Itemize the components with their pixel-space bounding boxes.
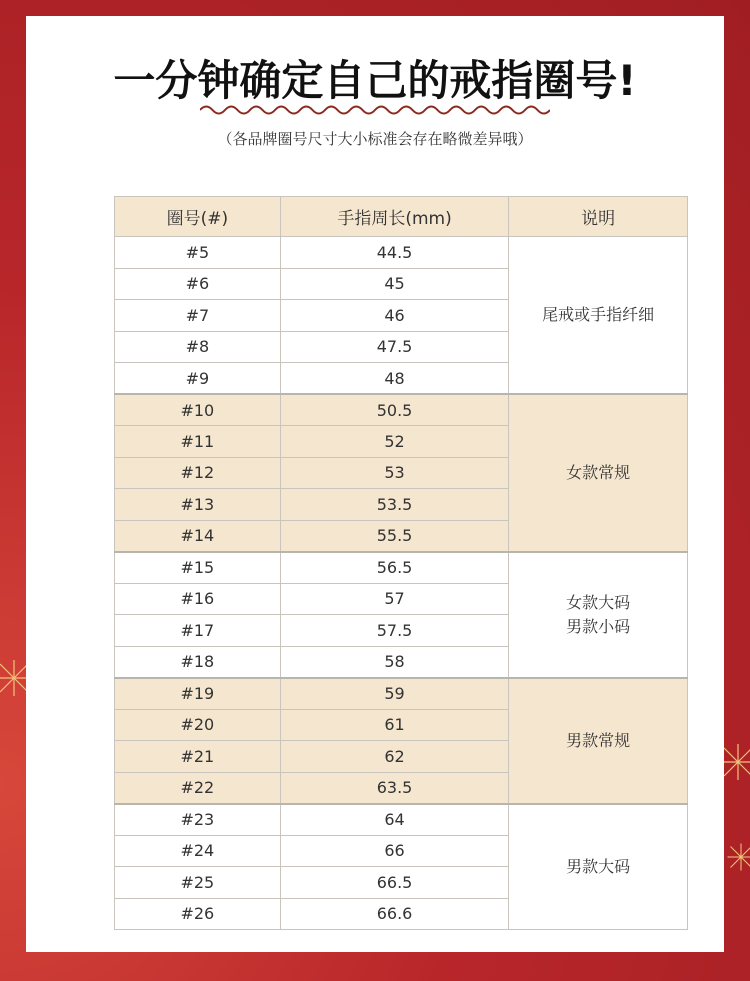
page-title: 一分钟确定自己的戒指圈号! bbox=[113, 56, 637, 105]
circumference-cell: 66 bbox=[280, 835, 509, 867]
size-cell: #25 bbox=[115, 867, 281, 899]
circumference-cell: 66.5 bbox=[280, 867, 509, 899]
circumference-cell: 52 bbox=[280, 426, 509, 458]
description-cell bbox=[509, 394, 688, 552]
circumference-cell: 53.5 bbox=[280, 489, 509, 521]
size-cell: #9 bbox=[115, 363, 281, 395]
size-cell: #21 bbox=[115, 741, 281, 773]
circumference-cell: 62 bbox=[280, 741, 509, 773]
description-line: 男款大码 bbox=[566, 856, 631, 876]
wave-divider bbox=[200, 102, 550, 118]
description-line: 男款常规 bbox=[566, 730, 631, 750]
table-row bbox=[115, 804, 688, 836]
circumference-cell: 50.5 bbox=[280, 394, 509, 426]
description-line: 尾戒或手指纤细 bbox=[542, 305, 655, 324]
size-cell: #12 bbox=[115, 457, 281, 489]
table-row bbox=[115, 552, 688, 584]
size-cell: #6 bbox=[115, 268, 281, 300]
size-cell: #14 bbox=[115, 520, 281, 552]
size-cell: #13 bbox=[115, 489, 281, 521]
size-cell: #19 bbox=[115, 678, 281, 710]
circumference-cell: 58 bbox=[280, 646, 509, 678]
size-cell: #22 bbox=[115, 772, 281, 804]
header-circumference: 手指周长(mm) bbox=[280, 197, 509, 237]
circumference-cell: 66.6 bbox=[280, 898, 509, 930]
circumference-cell: 57 bbox=[280, 583, 509, 615]
circumference-cell: 46 bbox=[280, 300, 509, 332]
description-cell bbox=[509, 237, 688, 395]
description-line: 男款小码 bbox=[566, 616, 631, 636]
header-size: 圈号(#) bbox=[115, 197, 281, 237]
size-cell: #16 bbox=[115, 583, 281, 615]
size-cell: #5 bbox=[115, 237, 281, 269]
description-cell bbox=[509, 804, 688, 930]
table-row bbox=[115, 237, 688, 269]
circumference-cell: 57.5 bbox=[280, 615, 509, 647]
table-row bbox=[115, 394, 688, 426]
size-cell: #7 bbox=[115, 300, 281, 332]
description-cell bbox=[509, 552, 688, 678]
size-cell: #17 bbox=[115, 615, 281, 647]
table-header-row bbox=[115, 197, 688, 237]
circumference-cell: 64 bbox=[280, 804, 509, 836]
ring-size-table bbox=[114, 196, 688, 930]
size-cell: #20 bbox=[115, 709, 281, 741]
circumference-cell: 59 bbox=[280, 678, 509, 710]
firework-right-small-decoration bbox=[726, 842, 750, 872]
size-cell: #23 bbox=[115, 804, 281, 836]
size-cell: #11 bbox=[115, 426, 281, 458]
size-cell: #26 bbox=[115, 898, 281, 930]
size-cell: #18 bbox=[115, 646, 281, 678]
size-cell: #15 bbox=[115, 552, 281, 584]
circumference-cell: 61 bbox=[280, 709, 509, 741]
circumference-cell: 45 bbox=[280, 268, 509, 300]
size-cell: #24 bbox=[115, 835, 281, 867]
circumference-cell: 55.5 bbox=[280, 520, 509, 552]
size-cell: #8 bbox=[115, 331, 281, 363]
table-body bbox=[115, 237, 688, 930]
size-cell: #10 bbox=[115, 394, 281, 426]
circumference-cell: 56.5 bbox=[280, 552, 509, 584]
description-line: 女款大码 bbox=[566, 592, 631, 612]
content-card bbox=[26, 16, 724, 952]
table-row bbox=[115, 678, 688, 710]
subtitle-note: （各品牌圈号尺寸大小标准会存在略微差异哦） bbox=[217, 130, 533, 148]
circumference-cell: 48 bbox=[280, 363, 509, 395]
header-description: 说明 bbox=[509, 197, 688, 237]
circumference-cell: 44.5 bbox=[280, 237, 509, 269]
circumference-cell: 47.5 bbox=[280, 331, 509, 363]
description-cell bbox=[509, 678, 688, 804]
circumference-cell: 53 bbox=[280, 457, 509, 489]
circumference-cell: 63.5 bbox=[280, 772, 509, 804]
description-line: 女款常规 bbox=[566, 462, 631, 482]
